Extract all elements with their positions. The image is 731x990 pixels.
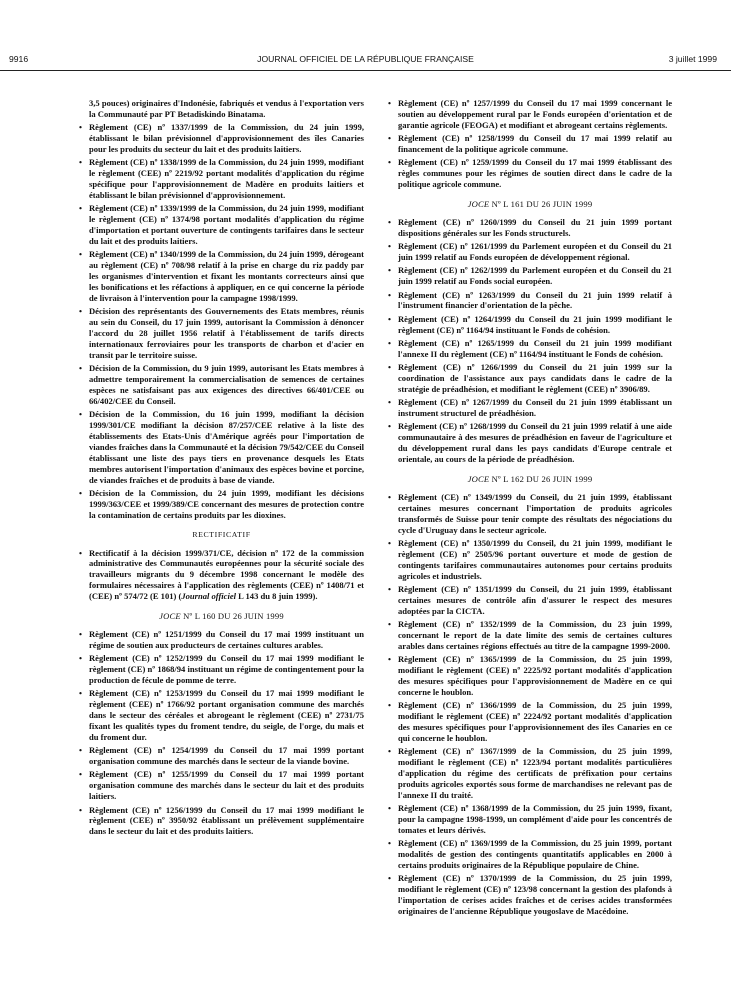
- bullet-icon: •: [388, 289, 391, 300]
- bullet-icon: •: [79, 487, 82, 498]
- list-item: • Règlement (CE) nº 1256/1999 du Conseil du 17 mai 1999 modifiant le règlement (CEE) nº 3950/92 établissant un prélèvement supplémentaire dans le secteur du lait et des produits laitiers.: [79, 804, 364, 837]
- list-item: • Règlement (CE) nº 1366/1999 de la Commission, du 25 juin 1999, modifiant le règlement (CEE) nº 2224/92 portant modalités d'application des mesures spécifiques pour l'approvisionnement des îles Canaries en ce qui concerne le houblon.: [388, 700, 672, 743]
- list-item: • Règlement (CE) nº 1268/1999 du Conseil du 21 juin 1999 relatif à une aide communautaire à des mesures de préadhésion en faveur de l'agriculture et du développement rural dans les pays candidats d'Europe centrale et orientale, au cours de la période de préadhésion.: [388, 421, 672, 465]
- list-item: • Règlement (CE) nº 1350/1999 du Conseil, du 21 juin 1999, modifiant le règlement (CE) nº 2505/96 portant ouverture et mode de gestion de contingents tarifaires communautaires autonomes pour certains produits agricoles et industriels.: [388, 538, 672, 581]
- bullet-icon: •: [79, 203, 82, 214]
- list-item: • Règlement (CE) nº 1259/1999 du Conseil du 17 mai 1999 établissant des règles communes pour les régimes de soutien direct dans le cadre de la politique agricole commune.: [388, 157, 672, 190]
- bullet-icon: •: [79, 409, 82, 420]
- bullet-icon: •: [388, 584, 391, 595]
- list-item: • Règlement (CE) nº 1257/1999 du Conseil du 17 mai 1999 concernant le soutien au développement rural par le Fonds européen d'orientation et de garantie agricole (FEOGA) et modifiant et abrogeant certains règlements.: [388, 98, 672, 130]
- bullet-icon: •: [388, 397, 391, 408]
- list-item: • Règlement (CE) nº 1254/1999 du Conseil du 17 mai 1999 portant organisation commune des marchés dans le secteur de la viande bovine.: [79, 745, 364, 767]
- list-item: • Règlement (CE) nº 1352/1999 de la Commission, du 23 juin 1999, concernant le report de la date limite des semis de certaines cultures arables dans certaines régions effectués au titre de la campagne 1999-2000.: [388, 619, 672, 651]
- bullet-icon: •: [79, 306, 82, 317]
- list-item: • Règlement (CE) nº 1252/1999 du Conseil du 17 mai 1999 modifiant le règlement (CE) nº 1868/94 instituant un régime de contingentement pour la production de fécule de pomme de terre.: [79, 653, 364, 686]
- bullet-icon: •: [388, 803, 391, 814]
- list-item: • Règlement (CE) nº 1260/1999 du Conseil du 21 juin 1999 portant dispositions générales sur les Fonds structurels.: [388, 216, 672, 238]
- bullet-icon: •: [79, 653, 82, 664]
- bullet-icon: •: [79, 122, 82, 133]
- bullet-icon: •: [79, 804, 82, 815]
- list-item: • Règlement (CE) nº 1340/1999 de la Commission, du 24 juin 1999, dérogeant au règlement (CE) nº 708/98 relatif à la prise en charge du riz paddy par les organismes d'intervention et fixant les montants correcteurs ainsi que les bonifications et les réfactions à appliquer, en ce qui concerne la période de livraison à l'intervention pour la campagne 1998/1999.: [79, 249, 364, 303]
- issue-date: 3 juillet 1999: [668, 54, 717, 64]
- list-item: • Règlement (CE) nº 1349/1999 du Conseil, du 21 juin 1999, établissant certaines mesures concernant l'importation de produits agricoles transformés de Suisse pour tenir compte des résultats des négociations du cycle d'Uruguay dans le secteur agricole.: [388, 492, 672, 535]
- rectificatif-entry: • Rectificatif à la décision 1999/371/CE, décision nº 172 de la commission administrative des Communautés européennes pour la sécurité sociale des travailleurs migrants du 9 décembre 1998 concernant le modèle des formulaires nécessaires à l'application des règlements (CEE) nº 1408/71 et (CEE) nº 574/72 (E 101) (Journal officiel L 143 du 8 juin 1999).: [79, 547, 364, 602]
- list-item: • Règlement (CE) nº 1266/1999 du Conseil du 21 juin 1999 sur la coordination de l'assistance aux pays candidats dans le cadre de la stratégie de préadhésion, et modifiant le règlement (CEE) nº 3906/89.: [388, 362, 672, 394]
- bullet-icon: •: [388, 241, 391, 252]
- bullet-icon: •: [79, 688, 82, 699]
- bullet-icon: •: [79, 547, 82, 558]
- bullet-icon: •: [388, 157, 391, 168]
- bullet-icon: •: [79, 157, 82, 168]
- list-item: • Règlement (CE) nº 1261/1999 du Parlement européen et du Conseil du 21 juin 1999 relatif au Fonds européen de développement régional.: [388, 241, 672, 263]
- bullet-icon: •: [388, 337, 391, 348]
- right-entries-group-3: [388, 492, 672, 917]
- list-item: • Décision de la Commission, du 9 juin 1999, autorisant les Etats membres à admettre temporairement la commercialisation de semences de certaines espèces ne satisfaisant pas aux exigences des directives 66/401/CEE ou 66/402/CEE du Conseil.: [79, 363, 364, 406]
- list-item: • Règlement (CE) nº 1337/1999 de la Commission, du 24 juin 1999, établissant le bilan prévisionnel d'approvisionnement des îles Canaries pour les produits du secteur du lait et des produits laitiers.: [79, 122, 364, 155]
- right-column: [388, 98, 672, 919]
- list-item: • Règlement (CE) nº 1251/1999 du Conseil du 17 mai 1999 instituant un régime de soutien aux producteurs de certaines cultures arables.: [79, 629, 364, 650]
- list-item: • Règlement (CE) nº 1267/1999 du Conseil du 21 juin 1999 établissant un instrument structurel de préadhésion.: [388, 397, 672, 419]
- rectificatif-heading: RECTIFICATIF: [192, 529, 251, 539]
- list-item: • Règlement (CE) nº 1339/1999 de la Commission, du 24 juin 1999, modifiant le règlement (CE) nº 1374/98 portant modalités d'application du régime d'importation et portant ouverture de contingents tarifaires dans le secteur du lait et des produits laitiers.: [79, 203, 364, 247]
- bullet-icon: •: [388, 838, 391, 849]
- list-item: • Décision de la Commission, du 16 juin 1999, modifiant la décision 1999/301/CE modifiant la décision 87/257/CEE relative à la liste des établissements des Etats-Unis d'Amérique agréés pour l'importation de viandes fraîches dans la Communauté et la décision 79/542/CEE du Conseil établissant une liste des pays tiers en provenance desquels les Etats membres autorisent l'importation d'animaux des espèces bovine et porcine, de viandes fraîches et de produits à base de viande.: [79, 409, 364, 485]
- bullet-icon: •: [79, 745, 82, 756]
- list-item: • Règlement (CE) nº 1265/1999 du Conseil du 21 juin 1999 modifiant l'annexe II du règlement (CE) nº 1164/94 instituant le Fonds de cohésion.: [388, 337, 672, 359]
- list-item: • Décision des représentants des Gouvernements des Etats membres, réunis au sein du Conseil, du 17 juin 1999, autorisant la Commission à dénoncer l'accord du 28 juillet 1956 relatif à l'établissement de tarifs directs internationaux ferroviaires pour les transports de charbon et d'acier en transit par le territoire suisse.: [79, 306, 364, 360]
- page-header: [0, 49, 731, 71]
- left-column: [79, 98, 364, 840]
- list-item: • Règlement (CE) nº 1258/1999 du Conseil du 17 mai 1999 relatif au financement de la politique agricole commune.: [388, 133, 672, 155]
- left-entries-group-1: [79, 122, 364, 520]
- section-heading-joce-160: JOCE Nº L 160 DU 26 JUIN 1999: [159, 611, 284, 622]
- bullet-icon: •: [388, 313, 391, 324]
- right-entries-group-1: [388, 98, 672, 190]
- bullet-icon: •: [388, 538, 391, 549]
- bullet-icon: •: [388, 619, 391, 630]
- list-item: • Règlement (CE) nº 1263/1999 du Conseil du 21 juin 1999 relatif à l'instrument financier d'orientation de la pêche.: [388, 289, 672, 311]
- section-heading-joce-162: JOCE Nº L 162 DU 26 JUIN 1999: [467, 474, 593, 485]
- bullet-icon: •: [388, 700, 391, 711]
- continued-entry: 3,5 pouces) originaires d'Indonésie, fabriqués et vendus à l'exportation vers la Communauté par PT Betadiskindo Binatama.: [89, 98, 364, 119]
- bullet-icon: •: [388, 492, 391, 502]
- bullet-icon: •: [388, 98, 391, 108]
- list-item: • Règlement (CE) nº 1351/1999 du Conseil, du 21 juin 1999, établissant certaines mesures de contrôle afin d'assurer le respect des mesures adoptées par la CICTA.: [388, 584, 672, 616]
- list-item: • Règlement (CE) nº 1253/1999 du Conseil du 17 mai 1999 modifiant le règlement (CEE) nº 1766/92 portant organisation commune des marchés dans le secteur des céréales et abrogeant le règlement (CEE) nº 2731/75 fixant les qualités types du froment tendre, du seigle, de l'orge, du maïs et du froment dur.: [79, 688, 364, 742]
- bullet-icon: •: [388, 654, 391, 665]
- list-item: • Règlement (CE) nº 1255/1999 du Conseil du 17 mai 1999 portant organisation commune des marchés dans le secteur du lait et des produits laitiers.: [79, 769, 364, 802]
- bullet-icon: •: [388, 362, 391, 373]
- left-entries-group-2: [79, 629, 364, 837]
- bullet-icon: •: [388, 421, 391, 432]
- bullet-icon: •: [79, 249, 82, 260]
- bullet-icon: •: [388, 873, 391, 884]
- list-item: • Règlement (CE) nº 1262/1999 du Parlement européen et du Conseil du 21 juin 1999 relatif au Fonds social européen.: [388, 265, 672, 287]
- journal-officiel-ref: Journal officiel: [181, 591, 237, 602]
- bullet-icon: •: [388, 746, 391, 757]
- list-item: • Décision de la Commission, du 24 juin 1999, modifiant les décisions 1999/363/CEE et 1999/389/CE concernant des mesures de protection contre la contamination de certains produits par les dioxines.: [79, 487, 364, 520]
- list-item: • Règlement (CE) nº 1368/1999 de la Commission, du 25 juin 1999, fixant, pour la campagne 1998-1999, un complément d'aide pour les concentrés de tomates et leurs dérivés.: [388, 803, 672, 836]
- bullet-icon: •: [388, 133, 391, 144]
- list-item: • Règlement (CE) nº 1338/1999 de la Commission, du 24 juin 1999, modifiant le règlement (CEE) nº 2219/92 portant modalités d'application du régime spécifique pour l'approvisionnement de Madère en produits laitiers et établissant le bilan prévisionnel d'approvisionnement.: [79, 157, 364, 201]
- bullet-icon: •: [79, 769, 82, 780]
- list-item: • Règlement (CE) nº 1264/1999 du Conseil du 21 juin 1999 modifiant le règlement (CE) nº 1164/94 instituant le Fonds de cohésion.: [388, 313, 672, 335]
- bullet-icon: •: [388, 265, 391, 276]
- right-entries-group-2: [388, 217, 672, 465]
- page-number: 9916: [9, 54, 29, 64]
- journal-title: JOURNAL OFFICIEL DE LA RÉPUBLIQUE FRANÇAISE: [257, 54, 474, 64]
- bullet-icon: •: [79, 363, 82, 374]
- list-item: • Règlement (CE) nº 1367/1999 de la Commission, du 25 juin 1999, modifiant le règlement (CE) nº 1223/94 portant modalités particulières d'application du régime des certificats de préfixation pour certains produits agricoles exportés sous forme de marchandises ne relevant pas de l'annexe II du traité.: [388, 746, 672, 800]
- list-item: • Règlement (CE) nº 1369/1999 de la Commission, du 25 juin 1999, portant modalités de gestion des contingents quantitatifs applicables en 2000 à certains produits originaires de la République populaire de Chine.: [388, 838, 672, 871]
- section-heading-joce-161: JOCE Nº L 161 DU 26 JUIN 1999: [467, 199, 593, 210]
- list-item: • Règlement (CE) nº 1370/1999 de la Commission, du 25 juin 1999, modifiant le règlement (CE) nº 123/98 concernant la gestion des plafonds à l'importation de cerises acides fraîches et de cerises acides transformées originaires de l'ancienne République yougoslave de Macédoine.: [388, 873, 672, 917]
- list-item: • Règlement (CE) nº 1365/1999 de la Commission, du 25 juin 1999, modifiant le règlement (CEE) nº 2225/92 portant modalités d'application des mesures spécifiques pour l'approvisionnement de Madère en ce qui concerne le houblon.: [388, 654, 672, 697]
- bullet-icon: •: [79, 629, 82, 639]
- bullet-icon: •: [388, 216, 391, 227]
